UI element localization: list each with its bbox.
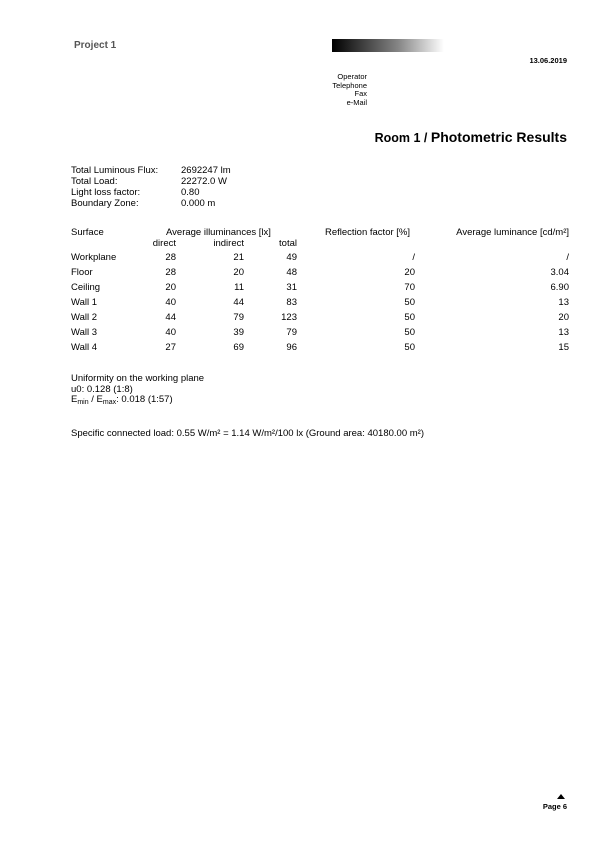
- cell-direct: 44: [165, 312, 176, 323]
- summary-row: [71, 198, 231, 209]
- header-reflection-factor: Reflection factor [%]: [325, 227, 411, 238]
- page-title: [375, 129, 567, 145]
- cell-reflection: 20: [404, 267, 415, 278]
- header-surface: Surface: [71, 227, 104, 238]
- summary-block: [71, 165, 231, 209]
- header-average-illuminances: Average illuminances [lx]: [166, 227, 271, 238]
- cell-total: 31: [286, 282, 297, 293]
- cell-direct: 40: [165, 327, 176, 338]
- cell-luminance: /: [566, 252, 569, 263]
- cell-reflection: 50: [404, 327, 415, 338]
- emin-emax-value: : 0.018 (1:57): [116, 394, 173, 405]
- cell-direct: 28: [165, 267, 176, 278]
- cell-total: 96: [286, 342, 297, 353]
- results-table: [71, 227, 569, 357]
- cell-total: 48: [286, 267, 297, 278]
- cell-reflection: 50: [404, 312, 415, 323]
- max-subscript: max: [102, 399, 117, 406]
- summary-value: 0.000 m: [181, 198, 216, 209]
- cell-direct: 20: [165, 282, 176, 293]
- cell-luminance: 15: [558, 342, 569, 353]
- room-name: Room 1 /: [374, 131, 431, 145]
- cell-reflection: 50: [404, 297, 415, 308]
- table-row: [71, 282, 569, 297]
- summary-row: [71, 176, 231, 187]
- uniformity-block: [71, 374, 204, 409]
- summary-label: Total Luminous Flux:: [71, 165, 159, 176]
- specific-connected-load: Specific connected load: 0.55 W/m² = 1.14 W/m²/100 lx (Ground area: 40180.00 m²): [71, 428, 424, 439]
- cell-total: 79: [286, 327, 297, 338]
- table-row: [71, 342, 569, 357]
- table-row: [71, 252, 569, 267]
- summary-label: Boundary Zone:: [71, 198, 139, 209]
- summary-label: Light loss factor:: [71, 187, 141, 198]
- contact-email: e-Mail: [346, 97, 367, 107]
- cell-luminance: 20: [558, 312, 569, 323]
- cell-indirect: 79: [233, 312, 244, 323]
- contact-telephone: Telephone: [332, 80, 367, 90]
- cell-direct: 40: [165, 297, 176, 308]
- cell-indirect: 21: [233, 252, 244, 263]
- cell-total: 83: [286, 297, 297, 308]
- cell-surface: Wall 3: [71, 327, 98, 338]
- summary-row: [71, 165, 231, 176]
- cell-surface: Wall 2: [71, 312, 98, 323]
- report-date: 13.06.2019: [529, 56, 567, 65]
- header-direct: direct: [152, 238, 176, 249]
- header-total: total: [279, 238, 297, 249]
- cell-indirect: 39: [233, 327, 244, 338]
- cell-indirect: 44: [233, 297, 244, 308]
- summary-value: 0.80: [181, 187, 200, 198]
- cell-luminance: 13: [558, 297, 569, 308]
- cell-direct: 28: [165, 252, 176, 263]
- summary-label: Total Load:: [71, 176, 118, 187]
- triangle-up-icon: [557, 794, 565, 799]
- cell-reflection: 70: [404, 282, 415, 293]
- page-number: Page 6: [542, 802, 567, 811]
- cell-indirect: 69: [233, 342, 244, 353]
- e-letter: E: [96, 394, 103, 405]
- header-indirect: indirect: [213, 238, 244, 249]
- cell-surface: Floor: [71, 267, 93, 278]
- cell-reflection: /: [412, 252, 415, 263]
- header-gradient-bar: [332, 39, 444, 52]
- e-letter: E: [71, 394, 78, 405]
- cell-luminance: 13: [558, 327, 569, 338]
- cell-luminance: 6.90: [550, 282, 569, 293]
- table-subheader-row: [71, 238, 569, 252]
- cell-indirect: 20: [233, 267, 244, 278]
- uniformity-u0: u0: 0.128 (1:8): [71, 383, 133, 395]
- contact-fax: Fax: [354, 89, 367, 98]
- cell-surface: Wall 4: [71, 342, 98, 353]
- cell-total: 49: [286, 252, 297, 263]
- table-row: [71, 312, 569, 327]
- summary-value: 2692247 lm: [181, 165, 231, 176]
- title-main: Photometric Results: [430, 129, 567, 145]
- cell-surface: Ceiling: [71, 282, 101, 293]
- cell-direct: 27: [165, 342, 176, 353]
- table-header-row: [71, 227, 569, 238]
- uniformity-emin-emax: [71, 395, 204, 409]
- cell-luminance: 3.04: [550, 267, 569, 278]
- min-subscript: min: [77, 399, 89, 406]
- cell-reflection: 50: [404, 342, 415, 353]
- table-row: [71, 297, 569, 312]
- cell-surface: Workplane: [71, 252, 117, 263]
- summary-row: [71, 187, 231, 198]
- summary-value: 22272.0 W: [181, 176, 227, 187]
- contact-block: [332, 73, 367, 107]
- cell-total: 123: [281, 312, 297, 323]
- header-average-luminance: Average luminance [cd/m²]: [456, 227, 569, 238]
- ratio-separator: /: [88, 394, 97, 405]
- uniformity-heading: Uniformity on the working plane: [71, 373, 205, 384]
- contact-operator: Operator: [337, 72, 367, 81]
- table-row: [71, 327, 569, 342]
- project-name: Project 1: [74, 40, 117, 51]
- cell-surface: Wall 1: [71, 297, 98, 308]
- page-footer: [543, 802, 567, 811]
- table-row: [71, 267, 569, 282]
- cell-indirect: 11: [234, 282, 244, 293]
